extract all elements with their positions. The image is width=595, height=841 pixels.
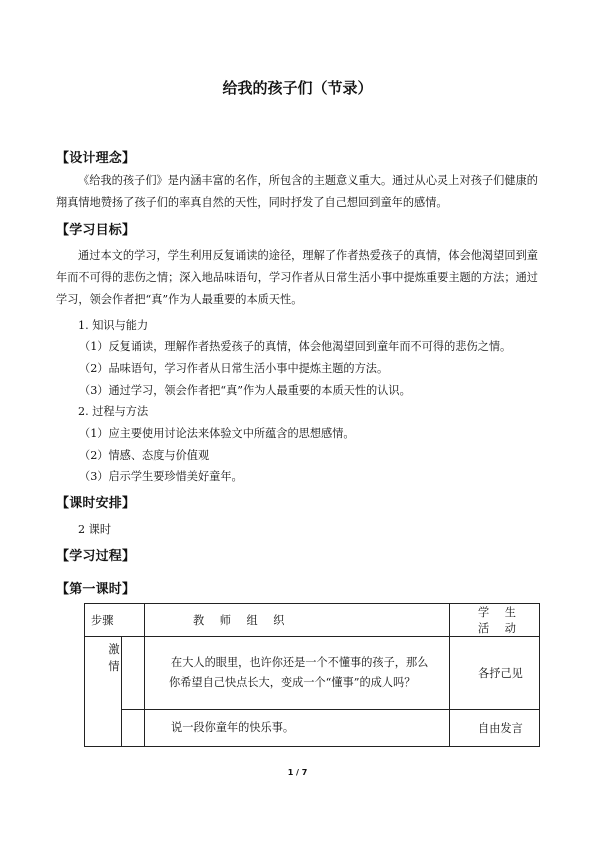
header-teacher: 教 师 组 织 [145, 604, 450, 637]
goals-paragraph: 通过本文的学习，学生利用反复诵读的途径，理解了作者热爱孩子的真情，体会他渴望回到童年而不可得的悲伤之情；深入地品味语句，学习作者从日常生活小事中提炼重要主题的方法；通过学习，领会作者把“真”作为人最重要的本质天性。 [56, 249, 538, 306]
student-cell: 各抒己见 [450, 637, 540, 710]
design-heading: 【设计理念】 [56, 151, 136, 166]
table-cell-blank [122, 637, 145, 710]
item2-title: 2. 过程与方法 [78, 405, 149, 418]
item2-line-2: （2）情感、态度与价值观 [79, 449, 210, 462]
teacher-cell [145, 637, 450, 710]
schedule-text: 2 课时 [78, 523, 112, 536]
lesson1-heading: 【第一课时】 [56, 582, 136, 597]
table-header-row [85, 604, 540, 637]
step-label: 激情 [85, 637, 122, 747]
process-heading: 【学习过程】 [56, 549, 136, 564]
item2-line-3: （3）启示学生要珍惜美好童年。 [79, 470, 243, 483]
header-step: 步骤 [85, 604, 145, 637]
teacher-text: 在大人的眼里，也许你还是一个不懂事的孩子，那么你希望自己快点长大，变成一个“懂事”的成人吗？ [169, 656, 429, 689]
teacher-cell [145, 710, 450, 747]
header-student: 学 生 活 动 [450, 604, 540, 637]
item1-line-1: （1）反复诵读，理解作者热爱孩子的真情，体会他渴望回到童年而不可得的悲伤之情。 [79, 340, 512, 353]
lesson-table [84, 603, 540, 747]
design-paragraph: 《给我的孩子们》是内涵丰富的名作，所包含的主题意义重大。通过从心灵上对孩子们健康的翔真情地赞扬了孩子们的率真自然的天性，同时抒发了自己想回到童年的感情。 [56, 174, 538, 209]
teacher-text: 说一段你童年的快乐事。 [171, 721, 295, 734]
student-cell: 自由发言 [450, 710, 540, 747]
table-row [85, 637, 540, 710]
page-number: 1 / 7 [287, 768, 308, 777]
item1-title: 1. 知识与能力 [78, 319, 149, 332]
goals-heading: 【学习目标】 [56, 223, 136, 238]
item1-line-3: （3）通过学习，领会作者把“真”作为人最重要的本质天性的认识。 [79, 384, 411, 397]
table-cell-blank [122, 710, 145, 747]
document-title: 给我的孩子们（节录） [222, 79, 373, 97]
schedule-heading: 【课时安排】 [56, 496, 136, 511]
item1-line-2: （2）品味语句，学习作者从日常生活小事中提炼主题的方法。 [79, 362, 389, 375]
table-row [85, 710, 540, 747]
item2-line-1: （1）应主要使用讨论法来体验文中所蕴含的思想感情。 [79, 427, 355, 440]
